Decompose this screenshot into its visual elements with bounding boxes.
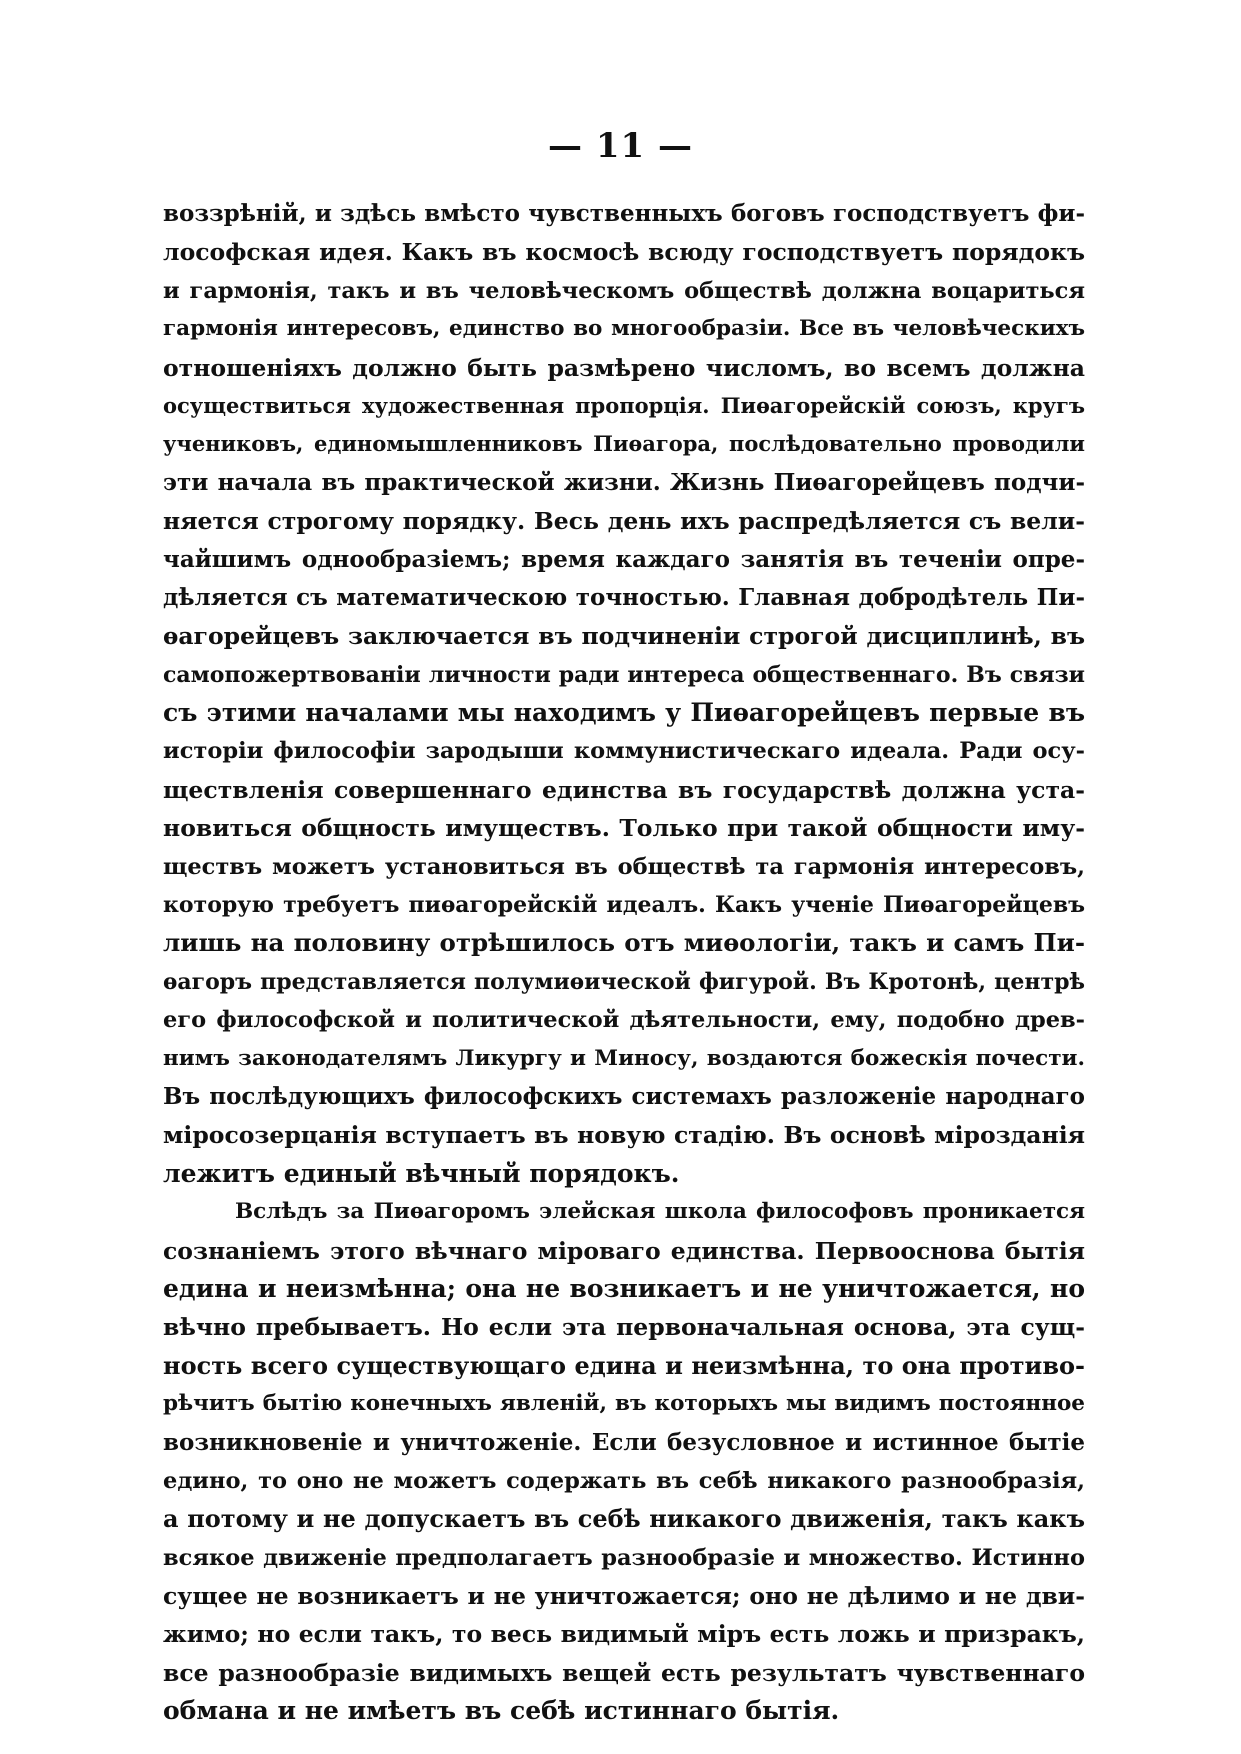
text-line: едино, то оно не можетъ содержать въ себѣ никакого разнообразія, [163,1467,1085,1494]
text-line: ѳагоръ представляется полумиѳической фигурой. Въ Кротонѣ, центрѣ [163,968,1085,995]
text-line: всякое движеніе предполагаетъ разнообразіе и множество. Истинно [163,1544,1085,1571]
paragraph-2 [163,1193,1085,1730]
text-line: и гармонія, такъ и въ человѣческомъ обществѣ должна воцариться [163,277,1085,304]
text-line: дѣляется съ математическою точностью. Главная добродѣтель Пи- [163,583,1085,611]
text-line: няется строгому порядку. Весь день ихъ распредѣляется съ вели- [163,507,1085,536]
text-line: исторіи философіи зародыши коммунистическаго идеала. Ради осу- [163,738,1085,765]
page-number: — 11 — [548,126,693,166]
text-line: вѣчно пребываетъ. Но если эта первоначальная основа, эта сущ- [163,1313,1085,1342]
text-line: ществъ можетъ установиться въ обществѣ та гармонія интересовъ, [163,853,1085,880]
text-line: его философской и политической дѣятельности, ему, подобно древ- [163,1007,1085,1034]
text-line: лежитъ единый вѣчный порядокъ. [163,1158,680,1188]
text-line: учениковъ, единомышленниковъ Пиѳагора, послѣдовательно проводили [163,431,1085,457]
text-line: все разнообразіе видимыхъ вещей есть результатъ чувственнаго [163,1658,1085,1687]
text-line: рѣчитъ бытію конечныхъ явленій, въ которыхъ мы видимъ постоянное [163,1391,1085,1417]
text-line: которую требуетъ пиѳагорейскій идеалъ. Какъ ученіе Пиѳагорейцевъ [163,892,1085,919]
text-line: чайшимъ однообразіемъ; время каждаго занятія въ теченіи опре- [163,545,1085,573]
text-line: съ этими началами мы находимъ у Пиѳагорейцевъ первые въ [163,698,1085,728]
text-line: міросозерцанія вступаетъ въ новую стадію. Въ основѣ мірозданія [163,1121,1085,1150]
text-line: воззрѣній, и здѣсь вмѣсто чувственныхъ боговъ господствуетъ фи- [163,200,1085,227]
text-line: осуществиться художественная пропорція. Пиѳагорейскій союзъ, кругъ [163,392,1085,418]
text-line: возникновеніе и уничтоженіе. Если безусловное и истинное бытіе [163,1428,1085,1456]
text-line: новиться общность имуществъ. Только при такой общности иму- [163,814,1085,843]
text-line: нимъ законодателямъ Ликургу и Миносу, воздаются божескія почести. [163,1045,1085,1071]
body-text [163,195,1085,1731]
text-line: лишь на половину отрѣшилось отъ миѳологіи, такъ и самъ Пи- [163,928,1085,958]
text-line: Вслѣдъ за Пиѳагоромъ элейская школа философовъ проникается [235,1199,1085,1225]
text-line: отношеніяхъ должно быть размѣрено числомъ, во всемъ должна [163,353,1085,382]
text-line: эти начала въ практической жизни. Жизнь Пиѳагорейцевъ подчи- [163,468,1085,496]
text-line: обмана и не имѣетъ въ себѣ истиннаго бытія. [163,1696,840,1726]
text-line: жимо; но если такъ, то весь видимый міръ есть ложь и призракъ, [163,1620,1085,1649]
text-line: гармонія интересовъ, единство во многообразіи. Все въ человѣческихъ [163,316,1085,342]
text-line: самопожертвованіи личности ради интереса общественнаго. Въ связи [163,661,1085,688]
text-line: ность всего существующаго едина и неизмѣнна, то она противо- [163,1350,1085,1380]
text-line: едина и неизмѣнна; она не возникаетъ и не уничтожается, но [163,1273,1085,1303]
text-line: ществленія совершеннаго единства въ государствѣ должна уста- [163,775,1085,804]
text-line: ѳагорейцевъ заключается въ подчиненіи строгой дисциплинѣ, въ [163,622,1085,651]
text-line: Въ послѣдующихъ философскихъ системахъ разложеніе народнаго [163,1082,1085,1110]
text-line: а потому и не допускаетъ въ себѣ никакого движенія, такъ какъ [163,1504,1085,1534]
text-line: сознаніемъ этого вѣчнаго міроваго единства. Первооснова бытія [163,1236,1085,1265]
text-line: сущее не возникаетъ и не уничтожается; оно не дѣлимо и не дви- [163,1582,1085,1611]
paragraph-1 [163,195,1085,1193]
text-line: лософская идея. Какъ въ космосѣ всюду господствуетъ порядокъ [163,238,1085,267]
